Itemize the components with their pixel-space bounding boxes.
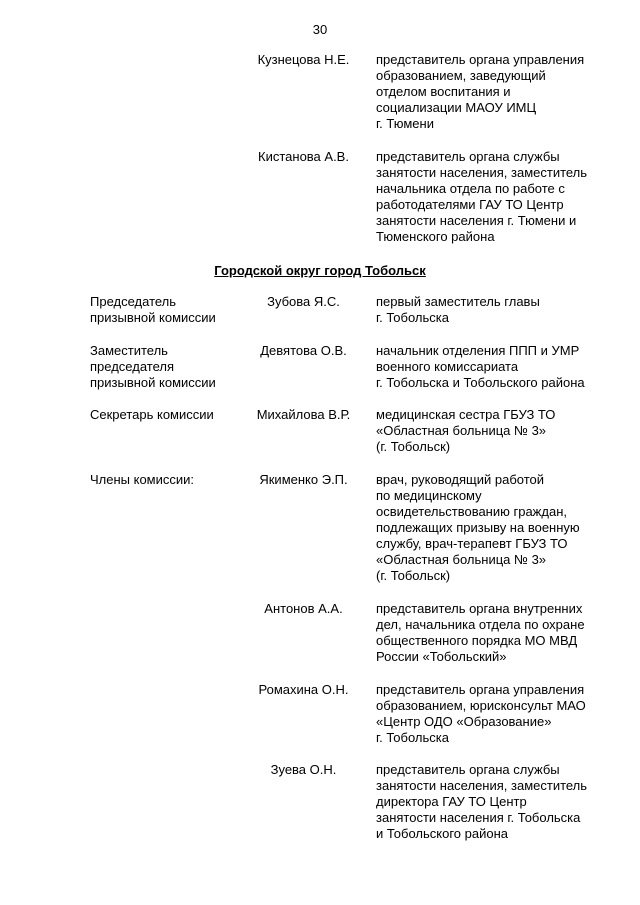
role-line: Члены комиссии: xyxy=(90,472,195,487)
description-line: образованием, юрисконсульт МАО xyxy=(376,698,586,713)
description-line: «Областная больница № 3» xyxy=(376,552,547,567)
description-line: занятости населения г. Тюмени и xyxy=(376,213,577,228)
member-role xyxy=(90,343,245,391)
description-line: занятости населения, заместитель xyxy=(376,165,588,180)
description-line: социализации МАОУ ИМЦ xyxy=(376,100,537,115)
description-line: «Центр ОДО «Образование» xyxy=(376,714,552,729)
description-line: первый заместитель главы xyxy=(376,294,540,309)
member-role xyxy=(90,294,245,326)
description-line: начальник отделения ППП и УМР xyxy=(376,343,580,358)
description-line: военного комиссариата xyxy=(376,359,519,374)
description-line: г. Тобольска xyxy=(376,310,449,325)
member-name: Антонов А.А. xyxy=(264,601,343,616)
member-name: Михайлова В.Р. xyxy=(256,407,351,422)
member-role xyxy=(90,472,245,488)
member-name: Зуева О.Н. xyxy=(270,762,337,777)
member-name: Зубова Я.С. xyxy=(267,294,340,309)
description-line: представитель органа управления xyxy=(376,682,585,697)
member-description xyxy=(376,343,611,391)
description-line: начальника отдела по работе с xyxy=(376,181,565,196)
description-line: представитель органа внутренних xyxy=(376,601,583,616)
description-line: медицинская сестра ГБУЗ ТО xyxy=(376,407,556,422)
description-line: врач, руководящий работой xyxy=(376,472,545,487)
description-line: директора ГАУ ТО Центр xyxy=(376,794,527,809)
description-line: освидетельствованию граждан, xyxy=(376,504,567,519)
description-line: отделом воспитания и xyxy=(376,84,511,99)
description-line: занятости населения, заместитель xyxy=(376,778,588,793)
description-line: г. Тобольска и Тобольского района xyxy=(376,375,585,390)
member-description xyxy=(376,294,611,326)
member-description xyxy=(376,601,611,665)
role-line: Председатель xyxy=(90,294,177,309)
description-line: «Областная больница № 3» xyxy=(376,423,547,438)
page-number: 30 xyxy=(312,22,328,37)
description-line: г. Тобольска xyxy=(376,730,449,745)
description-line: представитель органа управления xyxy=(376,52,585,67)
member-description xyxy=(376,682,611,746)
member-name: Кистанова А.В. xyxy=(258,149,349,164)
role-line: Заместитель xyxy=(90,343,168,358)
role-line: призывной комиссии xyxy=(90,375,216,390)
description-line: занятости населения г. Тобольска xyxy=(376,810,581,825)
description-line: Тюменского района xyxy=(376,229,495,244)
description-line: представитель органа службы xyxy=(376,762,560,777)
role-line: Секретарь комиссии xyxy=(90,407,214,422)
member-role xyxy=(90,407,245,423)
description-line: по медицинскому xyxy=(376,488,482,503)
description-line: общественного порядка МО МВД xyxy=(376,633,578,648)
description-line: представитель органа службы xyxy=(376,149,560,164)
description-line: г. Тюмени xyxy=(376,116,434,131)
member-description xyxy=(376,407,611,455)
member-description xyxy=(376,52,611,132)
member-name: Девятова О.В. xyxy=(260,343,347,358)
member-name: Ромахина О.Н. xyxy=(258,682,349,697)
member-description xyxy=(376,762,611,842)
description-line: образованием, заведующий xyxy=(376,68,546,83)
role-line: председателя xyxy=(90,359,175,374)
description-line: (г. Тобольск) xyxy=(376,439,451,454)
description-line: подлежащих призыву на военную xyxy=(376,520,580,535)
member-name: Якименко Э.П. xyxy=(259,472,348,487)
description-line: и Тобольского района xyxy=(376,826,508,841)
role-line: призывной комиссии xyxy=(90,310,216,325)
description-line: России «Тобольский» xyxy=(376,649,507,664)
description-line: дел, начальника отдела по охране xyxy=(376,617,585,632)
member-description xyxy=(376,149,611,245)
section-title: Городской округ город Тобольск xyxy=(214,263,426,278)
description-line: работодателями ГАУ ТО Центр xyxy=(376,197,564,212)
member-description xyxy=(376,472,611,584)
description-line: (г. Тобольск) xyxy=(376,568,451,583)
member-name: Кузнецова Н.Е. xyxy=(257,52,350,67)
description-line: службу, врач-терапевт ГБУЗ ТО xyxy=(376,536,568,551)
